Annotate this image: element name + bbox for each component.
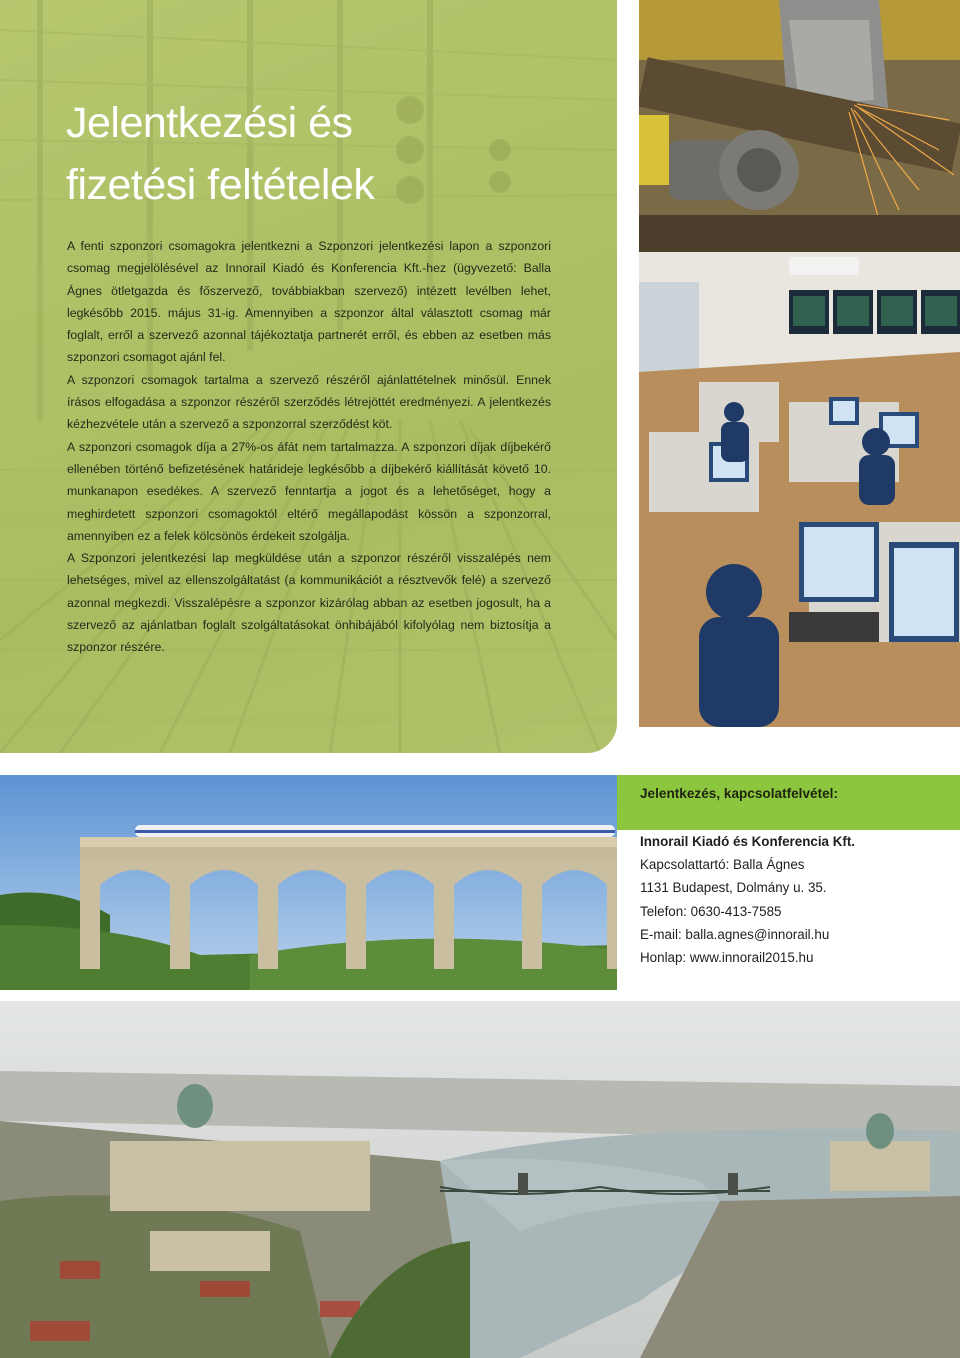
terms-paragraph: A Szponzori jelentkezési lap megküldése után a szponzor részéről visszalépés nem lehetséges, mivel az ellenszolgáltatást (a kommunikációt a résztvevők felé) a szervező azonnal megkezdi. Visszalépésre a szponzor kizárólag abban az esetben jogosult, ha a szervező az ajánlatban foglalt szolgáltatásokat önhibájából kifolyólag nem biztosítja a szponzor részére. — [67, 551, 551, 655]
contact-person: Kapcsolattartó: Balla Ágnes — [640, 857, 805, 873]
contact-address: 1131 Budapest, Dolmány u. 35. — [640, 880, 827, 896]
contact-phone[interactable]: Telefon: 0630-413-7585 — [640, 903, 782, 919]
contact-details — [640, 830, 950, 969]
viaduct-photo — [0, 775, 617, 990]
contact-company: Innorail Kiadó és Konferencia Kft. — [640, 834, 856, 849]
budapest-panorama-photo — [0, 1001, 960, 1358]
rail-grinder-photo — [639, 0, 960, 252]
title-line-2: fizetési feltételek — [66, 161, 375, 209]
contact-website[interactable]: Honlap: www.innorail2015.hu — [640, 950, 814, 966]
control-room-photo — [639, 252, 960, 727]
page-title — [66, 92, 586, 216]
terms-body — [67, 235, 551, 659]
contact-heading: Jelentkezés, kapcsolatfelvétel: — [640, 786, 838, 801]
contact-email[interactable]: E-mail: balla.agnes@innorail.hu — [640, 926, 830, 942]
terms-paragraph: A szponzori csomagok díja a 27%-os áfát nem tartalmazza. A szponzori díjak díjbekérő ellenében történő befizetésének határideje legkésőbb a díjbekérő kiállítását követő 10. munkanapon esedékes. A szervező fenntartja a jogot és a lehetőséget, hogy a meghirdetett szponzori csomagoktól eltérő megállapodást kössön a szponzorral, amennyiben ez a felek kölcsönös érdekeit szolgálja. — [67, 439, 551, 543]
terms-paragraph: A szponzori csomagok tartalma a szervező részéről ajánlattételnek minősül. Ennek írásos elfogadása a szponzor részéről szerződés létrejöttét eredményezi. A jelentkezés kézhezvétele után a szervező a szponzorral szerződést köt. — [67, 372, 551, 432]
contact-header-bar — [617, 775, 960, 830]
terms-paragraph: A fenti szponzori csomagokra jelentkezni a Szponzori jelentkezési lapon a szponzori csomag megjelölésével az Innorail Kiadó és Konferencia Kft.-hez (ügyvezető: Balla Ágnes ötletgazda és főszervező, továbbiakban szervező) intézett levélben lehet, legkésőbb 2015. május 31-ig. Amennyiben a szponzor által választott csomag már foglalt, erről a szervező azonnal tájékoztatja partnerét erről, és ebben az esetben más szponzori csomagot ajánl fel. — [67, 239, 551, 365]
title-line-1: Jelentkezési és — [66, 99, 353, 147]
